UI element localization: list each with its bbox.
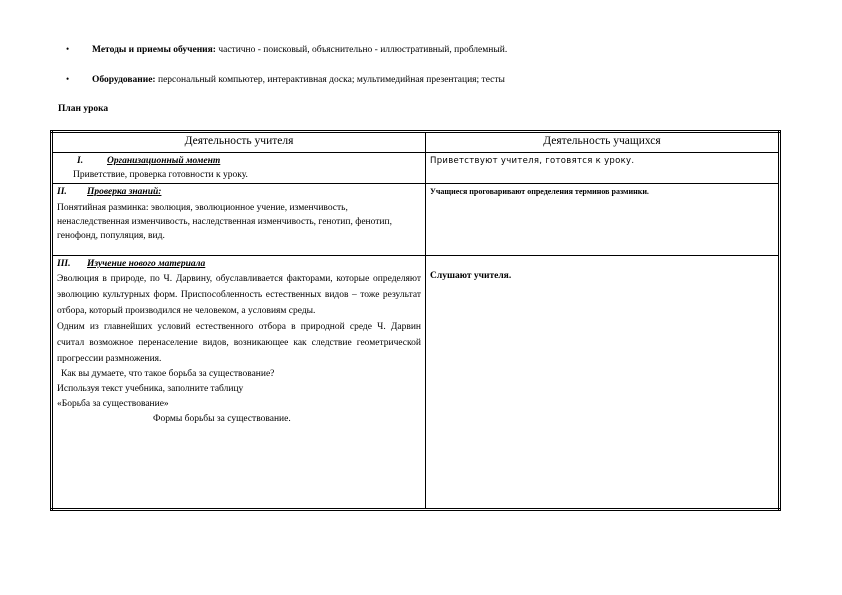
teacher-cell [52, 256, 426, 510]
teacher-text: Приветствие, проверка готовности к уроку. [73, 170, 248, 180]
section-heading [57, 185, 421, 199]
header-students: Деятельность учащихся [426, 132, 780, 153]
bullet-methods [66, 44, 507, 55]
table-header-row [52, 132, 780, 153]
section-title: Изучение нового материала [87, 259, 206, 269]
teacher-cell [52, 153, 426, 184]
methods-text: частично - поисковый, объяснительно - иллюстративный, проблемный. [215, 45, 508, 55]
methods-label: Методы и приемы обучения: [92, 45, 216, 55]
bullet-icon: • [66, 44, 70, 54]
table-row [52, 153, 780, 184]
lesson-plan-table [50, 130, 781, 511]
section-title: Организационный момент [107, 156, 221, 166]
section-number: III. [57, 259, 71, 269]
forms-caption: Формы борьбы за существование. [153, 414, 291, 424]
section-heading [57, 154, 421, 168]
header-teacher: Деятельность учителя [52, 132, 426, 153]
student-cell [426, 184, 780, 256]
student-cell [426, 153, 780, 184]
section-number: I. [77, 156, 84, 166]
student-text: Учащиеся проговаривают определения терминов разминки. [430, 187, 649, 196]
equipment-label: Оборудование: [92, 75, 156, 85]
table-row [52, 184, 780, 256]
teacher-text: Понятийная разминка: эволюция, эволюционное учение, изменчивость, ненаследственная изменчивость, наследственная изменчивость, генотип, фенотип, генофонд, популяция, вид. [57, 203, 392, 241]
teacher-cell [52, 184, 426, 256]
question-text: Как вы думаете, что такое борьба за существование? [61, 369, 275, 379]
equipment-text: персональный компьютер, интерактивная доска; мультимедийная презентация; тесты [155, 75, 505, 85]
table-title-text: «Борьба за существование» [57, 399, 169, 409]
plan-title: План урока [58, 104, 109, 114]
teacher-paragraph: Эволюция в природе, по Ч. Дарвину, обуславливается факторами, которые определяют эволюцию культурных форм. Приспособленность естественных видов – тоже результат отбора, который производился не человеком, а условиям среды. [57, 274, 421, 316]
table-row [52, 256, 780, 510]
student-text: Приветствуют учителя, готовятся к уроку. [430, 156, 635, 166]
instruction-text: Используя текст учебника, заполните таблицу [57, 384, 244, 394]
section-number: II. [57, 187, 67, 197]
student-cell [426, 256, 780, 510]
student-text: Слушают учителя. [430, 271, 512, 281]
bullet-equipment [66, 74, 505, 85]
section-heading [57, 257, 421, 271]
section-title: Проверка знаний: [87, 187, 162, 197]
teacher-paragraph: Одним из главнейших условий естественного отбора в природной среде Ч. Дарвин считал возможное перенаселение видов, возникающее как следствие геометрической прогрессии размножения. [57, 322, 421, 364]
bullet-icon: • [66, 74, 70, 84]
